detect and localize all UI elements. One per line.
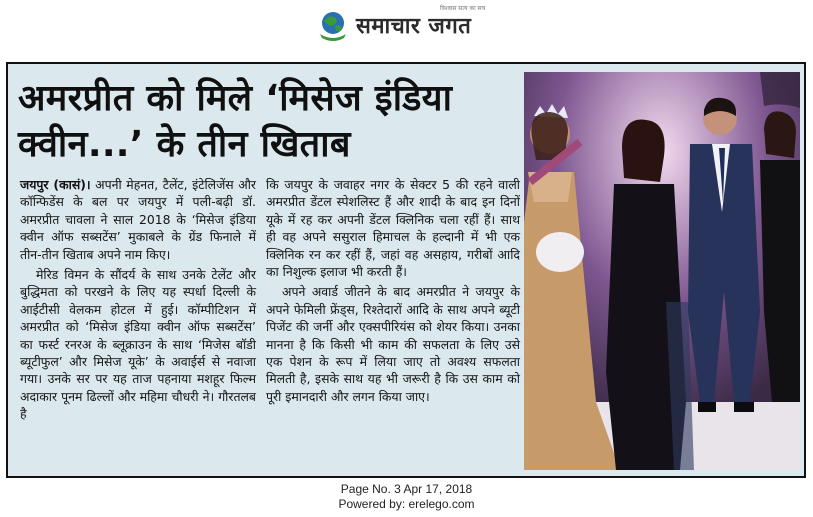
masthead-tagline: विश्वास सत्य का सच <box>440 5 486 12</box>
article-paragraph: अपने अवार्ड जीतने के बाद अमरप्रीत ने जयपुर के अपने फेमिली फ्रेंड्स, रिश्तेदारों आदि के साथ अपने ब्यूटी पिजेंट की जर्नी और एक्सपीरियंस को शेयर किया। उनका मानना है कि किसी भी काम की सफलता के लिए उसे एक पेशन के रूप में लिया जाए तो अवश्य सफलता मिलती है, इसके साथ यह भी जरूरी है कि उस काम को पूरी इमानदारी और लगन किया जाए। <box>266 284 520 404</box>
page-info: Page No. 3 Apr 17, 2018 <box>340 482 473 496</box>
globe-hand-icon <box>316 8 350 42</box>
masthead <box>0 0 813 52</box>
page-footer <box>0 482 813 517</box>
paragraph-text: अपनी मेहनत, टैलेंट, इंटेलिजेंस और कॉन्फिडेंस के बल पर जयपुर में पली-बढ़ी डॉ. अमरप्रीत चावला ने साल 2018 के ‘मिसेज इंडिया क्वीन ऑफ सब्सटेंस’ मुकाबले के ग्रेंड फिनाले में तीन-तीन खिताब अपने नाम किए। <box>20 177 256 262</box>
event-photo <box>524 72 800 470</box>
article-paragraph <box>20 176 256 263</box>
article-headline: अमरप्रीत को मिले ‘मिसेज इंडिया क्वीन...’ के तीन खिताब <box>18 78 453 165</box>
news-article <box>6 62 806 478</box>
article-paragraph: कि जयपुर के जवाहर नगर के सेक्टर 5 की रहने वाली अमरप्रीत डेंटल स्पेशलिस्ट हैं और शादी के बाद इन दिनों यूके में रह कर अपनी डेंटल क्लिनिक चला रहीं हैं। साथ ही वह अपने ससुराल हिमाचल के हल्दानी में भी एक क्लिनिक रन कर रहीं हैं, जहां वह असहाय, गरीबों आदि का निशुल्क इलाज भी करती हैं। <box>266 177 520 280</box>
article-column-2 <box>266 176 520 408</box>
article-column-1 <box>20 176 256 426</box>
powered-by: Powered by: erelego.com <box>338 497 475 511</box>
event-photo-illustration <box>524 72 800 470</box>
article-paragraph: मेरिड विमन के सौंदर्य के साथ उनके टेलेंट और बुद्धिमता को परखने के लिए यह स्पर्धा दिल्ली के आईटीसी वेलकम होटल में हुई। कॉम्पीटिशन में अमरप्रीत को ‘मिसेज इंडिया क्वीन ऑफ सब्सटेंस’ का फर्स्ट रनरअ के ब्लूक्राउन के साथ ‘मिजेस बॉडी ब्यूटीफुल’ और मिसेज यूके’ के अवाईर्स से नवाजा गया। उनके सर पर यह ताज पहनाया मशहूर फिल्म अदाकार पूनम ढिल्लों और महिमा चौधरी ने। गौरतलब है <box>20 267 256 422</box>
masthead-title: समाचार जगत <box>356 14 472 39</box>
dateline: जयपुर (कासं)। <box>20 177 91 192</box>
